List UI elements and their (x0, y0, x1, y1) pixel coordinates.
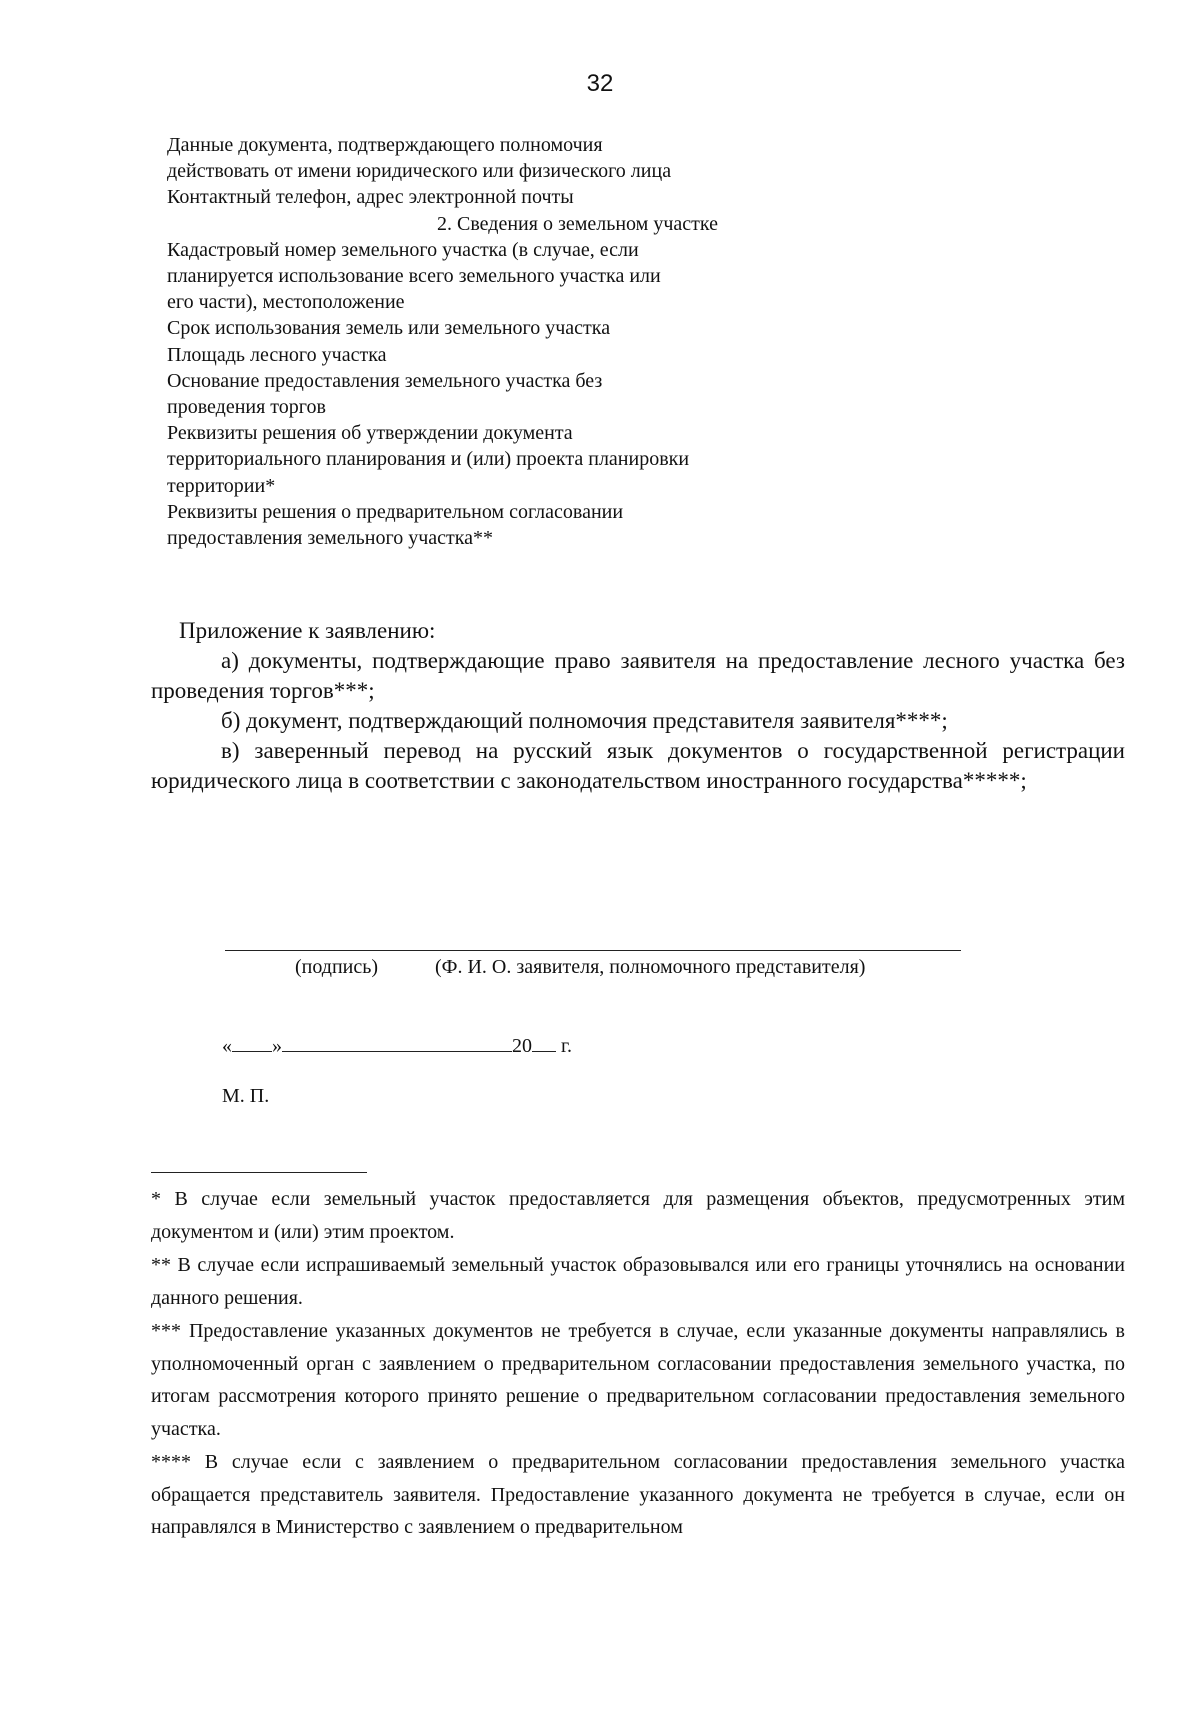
applicant-name-label: (Ф. И. О. заявителя, полномочного представителя) (435, 956, 866, 978)
footnote-4: **** В случае если с заявлением о предварительном согласовании предоставления земельного участка обращается представитель заявителя. Предоставление указанного документа не требуется в случае, если он направлялся в Министерство с заявлением о предварительном (151, 1451, 1125, 1538)
field-preliminary-approval-line2: предоставления земельного участка** (167, 527, 494, 550)
field-planning-decision-line3: территории* (167, 474, 276, 497)
field-basis-line2: проведения торгов (167, 396, 326, 419)
date-month-blank (282, 1033, 512, 1052)
page-number: 32 (586, 70, 614, 97)
field-cadastral-line3: его части), местоположение (167, 291, 405, 314)
field-preliminary-approval-line1: Реквизиты решения о предварительном согласовании (167, 500, 624, 523)
date-close-quote: » (272, 1035, 282, 1057)
signature-label: (подпись) (295, 956, 379, 978)
footnotes (151, 1183, 1125, 1545)
section-title-land-plot: 2. Сведения о земельном участке (437, 212, 718, 235)
field-authority-doc-line2: действовать от имени юридического или физического лица (167, 160, 672, 183)
field-basis-line1: Основание предоставления земельного участка без (167, 369, 603, 392)
attachment-item-a: а) документы, подтверждающие право заявителя на предоставление лесного участка без проведения торгов***; (151, 648, 1125, 703)
date-open-quote: « (222, 1035, 232, 1057)
field-contacts: Контактный телефон, адрес электронной почты (167, 186, 574, 209)
date-day-blank (232, 1033, 272, 1052)
footnote-2: ** В случае если испрашиваемый земельный участок образовывался или его границы уточнялись на основании данного решения. (151, 1254, 1125, 1309)
field-cadastral-line1: Кадастровый номер земельного участка (в случае, если (167, 238, 639, 261)
field-cadastral-line2: планируется использование всего земельного участка или (167, 265, 661, 288)
application-fields (167, 132, 827, 551)
seal-placeholder: М. П. (222, 1085, 270, 1107)
attachment-item-b: б) документ, подтверждающий полномочия представителя заявителя****; (221, 708, 948, 733)
date-century: 20 (512, 1035, 532, 1057)
field-forest-area: Площадь лесного участка (167, 343, 387, 366)
field-planning-decision-line2: территориального планирования и (или) проекта планировки (167, 448, 690, 471)
footnote-3: *** Предоставление указанных документов не требуется в случае, если указанные документы направлялись в уполномоченный орган с заявлением о предварительном согласовании предоставления земельного участка, по итогам рассмотрения которого принято решение о предварительном согласовании предоставления земельного участка. (151, 1320, 1125, 1440)
field-planning-decision-line1: Реквизиты решения об утверждении документа (167, 422, 573, 445)
field-authority-doc-line1: Данные документа, подтверждающего полномочия (167, 134, 603, 156)
signature-line (225, 950, 961, 951)
attachments-section (151, 616, 1125, 796)
attachments-title: Приложение к заявлению: (179, 618, 436, 643)
attachment-item-c: в) заверенный перевод на русский язык документов о государственной регистрации юридического лица в соответствии с законодательством иностранного государства*****; (151, 738, 1125, 793)
date-line (222, 1033, 572, 1058)
footnote-separator (151, 1172, 367, 1173)
footnote-1: * В случае если земельный участок предоставляется для размещения объектов, предусмотренных этим документом и (или) этим проектом. (151, 1188, 1125, 1243)
date-year-suffix: г. (561, 1035, 572, 1057)
date-year-blank (532, 1033, 556, 1052)
field-usage-term: Срок использования земель или земельного участка (167, 317, 611, 340)
